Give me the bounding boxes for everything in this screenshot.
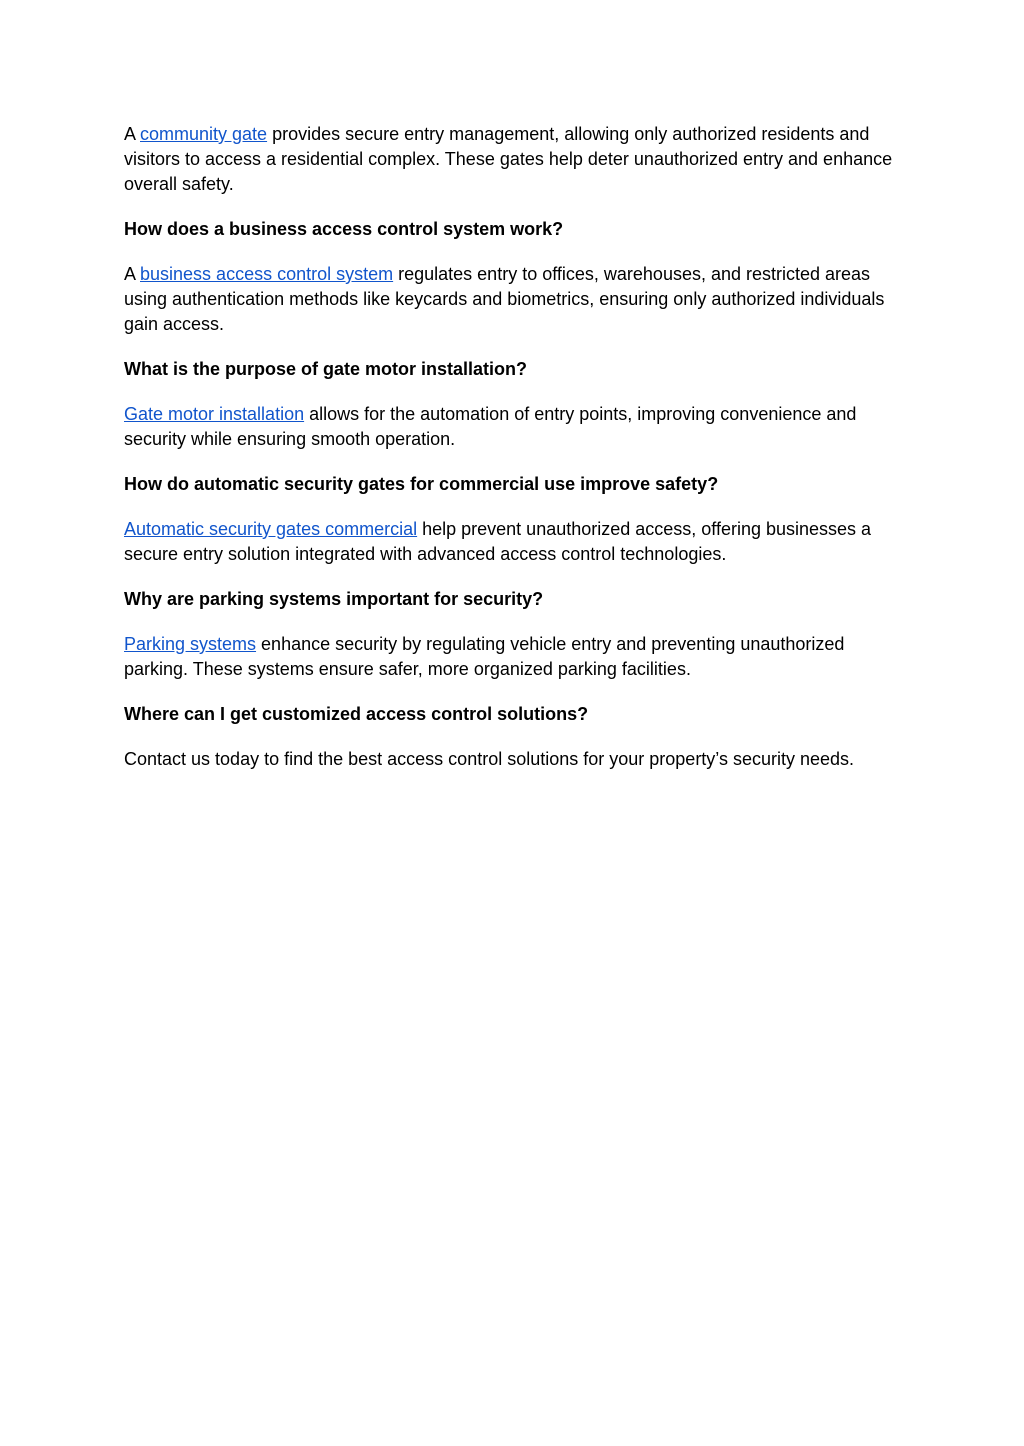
- document-page: [124, 122, 904, 792]
- parking-systems-link[interactable]: Parking systems: [124, 634, 257, 654]
- question-heading: What is the purpose of gate motor installation?: [124, 359, 528, 379]
- business-access-control-link[interactable]: business access control system: [140, 264, 394, 284]
- paragraph-text: enhance security by regulating vehicle entry and preventing unauthorized parking. These systems ensure safer, more organized parking facilities.: [124, 634, 845, 679]
- paragraph-text: provides secure entry management, allowing only authorized residents and visitors to access a residential complex. These gates help deter unauthorized entry and enhance overall safety.: [124, 124, 893, 194]
- question-heading: How does a business access control system work?: [124, 219, 564, 239]
- paragraph-text: help prevent unauthorized access, offering businesses a secure entry solution integrated with advanced access control technologies.: [124, 519, 872, 564]
- intro-paragraph: [124, 122, 904, 197]
- answer-paragraph: [124, 517, 904, 567]
- answer-paragraph: [124, 262, 904, 337]
- paragraph-text: Contact us today to find the best access control solutions for your property’s security needs.: [124, 749, 855, 769]
- question-heading: Where can I get customized access control solutions?: [124, 704, 589, 724]
- automatic-security-gates-link[interactable]: Automatic security gates commercial: [124, 519, 418, 539]
- gate-motor-installation-link[interactable]: Gate motor installation: [124, 404, 305, 424]
- paragraph-prefix: A: [124, 124, 141, 144]
- paragraph-text: regulates entry to offices, warehouses, and restricted areas using authentication methods like keycards and biometrics, ensuring only authorized individuals gain access.: [124, 264, 885, 334]
- question-heading: How do automatic security gates for commercial use improve safety?: [124, 474, 719, 494]
- closing-paragraph: [124, 747, 904, 772]
- question-heading: Why are parking systems important for security?: [124, 589, 544, 609]
- answer-paragraph: [124, 632, 904, 682]
- community-gate-link[interactable]: community gate: [140, 124, 268, 144]
- paragraph-text: allows for the automation of entry points, improving convenience and security while ensuring smooth operation.: [124, 404, 857, 449]
- paragraph-prefix: A: [124, 264, 141, 284]
- answer-paragraph: [124, 402, 904, 452]
